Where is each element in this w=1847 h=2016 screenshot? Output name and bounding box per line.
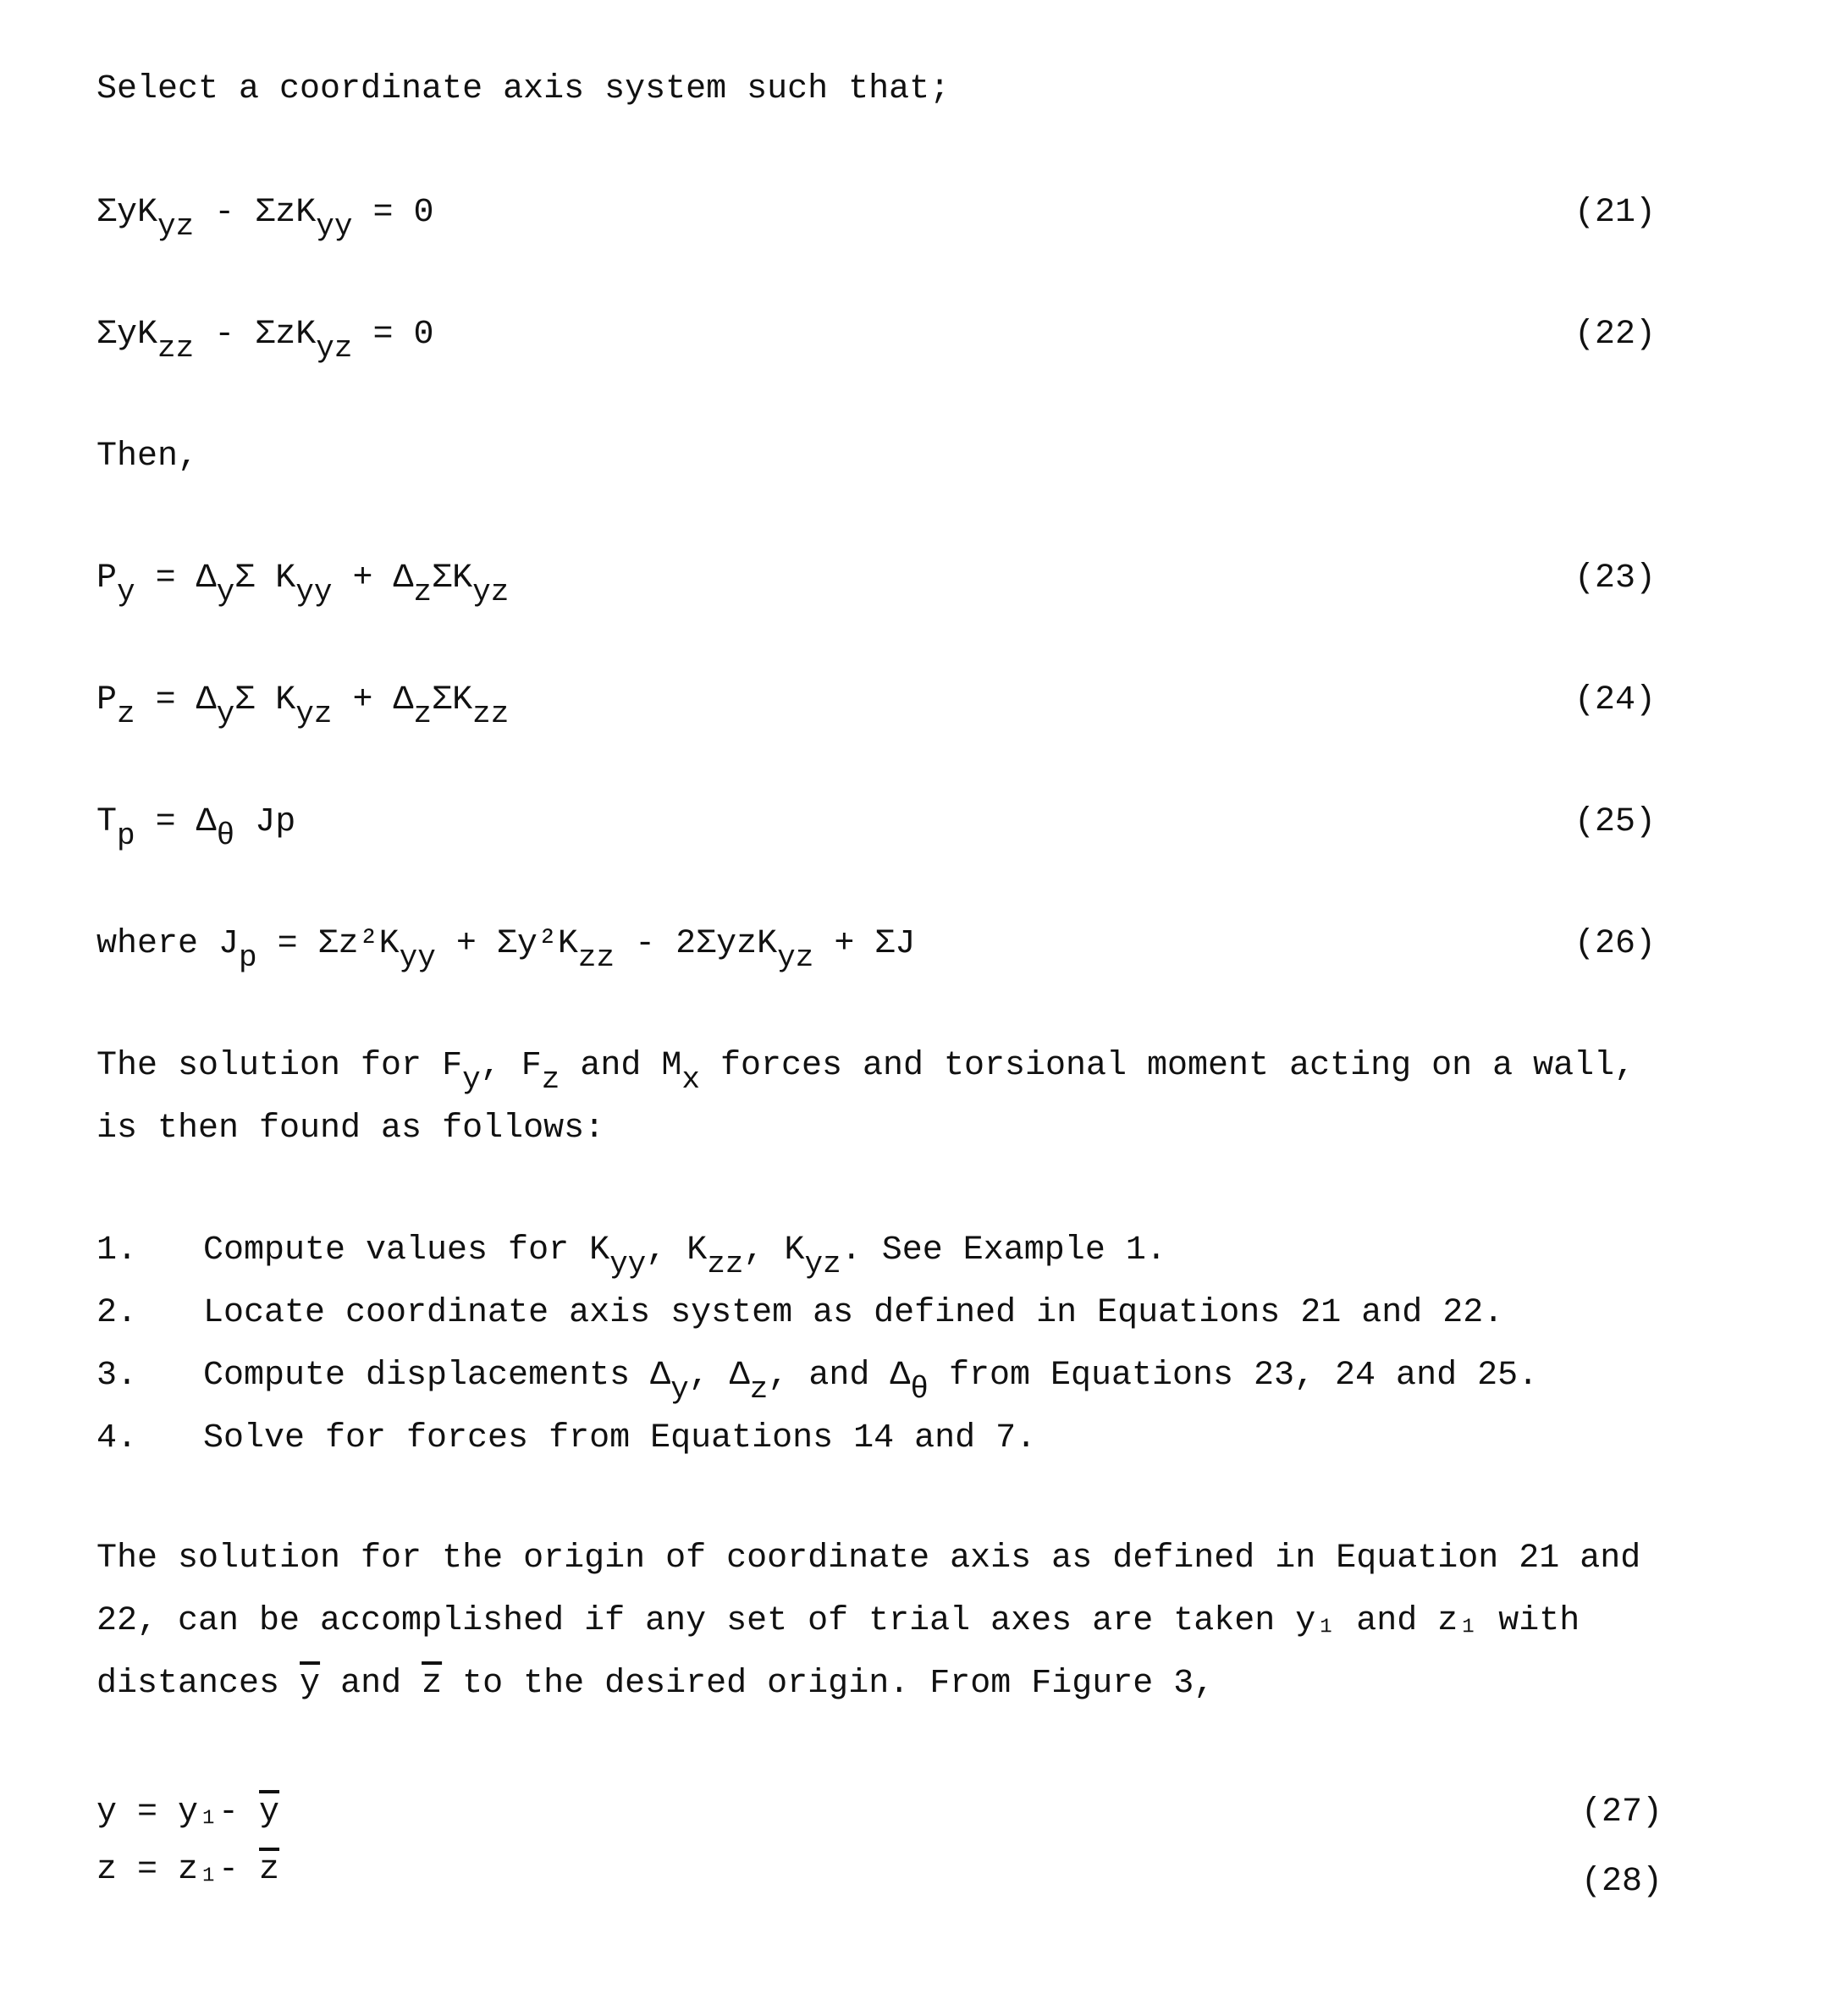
equation-26: where $J_p = \Sigma z^2K_{yy} + \Sigma y^2K_{zz} - 2\Sigma yzK_{yz} + \Sigma J$ [96, 925, 916, 975]
step-number: 4. [96, 1419, 138, 1457]
origin-text-b: and [320, 1665, 422, 1703]
equation-24: $P_z = \Delta_y\Sigma$ $K_{yz} + \Delta_z\Sigma K_{zz}$ [96, 681, 510, 731]
equation-number-23: (23) [1574, 559, 1657, 598]
step-number: 1. [96, 1231, 138, 1270]
equation-number-25: (25) [1574, 803, 1657, 841]
eq22-sub1: zz [157, 331, 195, 366]
equation-number-27: (27) [1581, 1793, 1663, 1831]
solution-sub-z: z [541, 1062, 560, 1097]
solution-sub-x: x [681, 1062, 700, 1097]
eq21-term2: - ΣzK [194, 194, 317, 232]
step-text: Compute values for $K_{yy}$, $K_{zz}$, $K_{yz}$. See Example 1. [203, 1231, 1166, 1281]
equation-22 [96, 316, 434, 366]
step-text: Solve for forces from Equations 14 and 7. [203, 1419, 1037, 1457]
step-3 [96, 1357, 1539, 1407]
origin-paragraph-line2: 22, can be accomplished if any set of trial axes are taken y₁ and z₁ with [96, 1602, 1580, 1640]
equation-25: $T_p = \Delta_\theta$ Jp [96, 803, 296, 853]
step-number: 2. [96, 1294, 138, 1332]
origin-text-c: to the desired origin. From Figure 3, [442, 1665, 1215, 1703]
step-1 [96, 1231, 1166, 1281]
eq28-lhs: z = z₁- [96, 1851, 260, 1889]
equation-number-28: (28) [1581, 1863, 1663, 1901]
eq27-lhs: y = y₁- [96, 1793, 260, 1831]
equation-21 [96, 194, 434, 244]
step-4 [96, 1419, 1037, 1457]
y-bar: $\overline{y}$ [300, 1665, 321, 1703]
eq21-term3: = 0 [352, 194, 434, 232]
step-2 [96, 1294, 1504, 1332]
equation-27 [96, 1793, 280, 1831]
solution-text-c: and M [560, 1047, 682, 1085]
eq22-term3: = 0 [352, 316, 434, 354]
eq22-sub2: yz [316, 331, 353, 366]
equation-number-26: (26) [1574, 925, 1657, 963]
equation-number-22: (22) [1574, 316, 1657, 354]
eq22-term1: ΣyK [96, 316, 158, 354]
solution-sub-y: y [462, 1062, 481, 1097]
solution-paragraph-line1 [96, 1047, 1635, 1097]
equation-number-24: (24) [1574, 681, 1657, 719]
step-text: Locate coordinate axis system as defined in Equations 21 and 22. [203, 1294, 1504, 1332]
solution-text-a: The solution for F [96, 1047, 463, 1085]
eq21-sub2: yy [316, 209, 353, 244]
eq27-bar: $\overline{y}$ [259, 1793, 280, 1831]
eq28-bar: $\overline{z}$ [259, 1851, 280, 1889]
eq21-sub1: yz [157, 209, 195, 244]
then-label: Then, [96, 438, 199, 476]
intro-text: Select a coordinate axis system such that; [96, 70, 951, 108]
z-bar: $\overline{z}$ [422, 1665, 443, 1703]
eq21-term1: ΣyK [96, 194, 158, 232]
equation-28 [96, 1851, 280, 1889]
solution-paragraph-line2: is then found as follows: [96, 1110, 605, 1148]
step-number: 3. [96, 1357, 138, 1395]
solution-text-d: forces and torsional moment acting on a wall, [699, 1047, 1635, 1085]
origin-text-a: distances [96, 1665, 300, 1703]
origin-paragraph-line3 [96, 1667, 1214, 1701]
eq22-term2: - ΣzK [194, 316, 317, 354]
origin-paragraph-line1: The solution for the origin of coordinate axis as defined in Equation 21 and [96, 1540, 1641, 1578]
solution-text-b: , F [480, 1047, 542, 1085]
equation-23: $P_y = \Delta_y\Sigma$ $K_{yy} + \Delta_z\Sigma K_{yz}$ [96, 559, 510, 609]
equation-number-21: (21) [1574, 194, 1657, 232]
step-text: Compute displacements $\Delta_y$, $\Delta_z$, and $\Delta_\theta$ from Equations 23, 24 and 25. [203, 1357, 1539, 1407]
